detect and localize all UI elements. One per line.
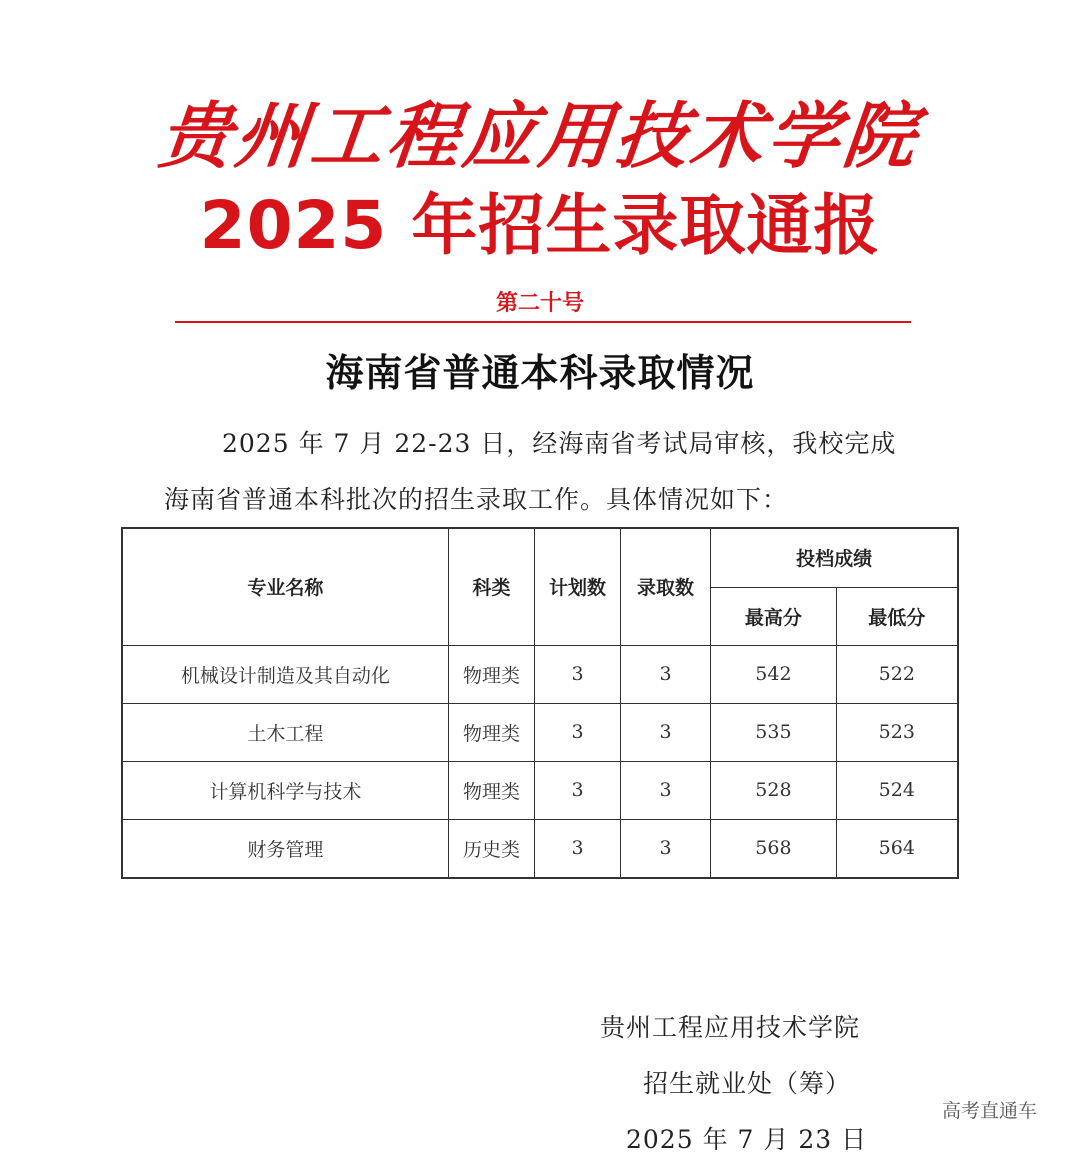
cell-category: 历史类 [448, 819, 535, 878]
cell-major: 财务管理 [122, 819, 448, 878]
source-watermark: 高考直通车 [942, 1100, 1038, 1122]
intro-line-1: 2025 年 7 月 22-23 日，经海南省考试局审核，我校完成 [222, 429, 897, 458]
table-header-row [122, 528, 958, 587]
cell-admitted: 3 [620, 645, 710, 703]
header-admitted: 录取数 [620, 528, 710, 645]
header-score-group: 投档成绩 [711, 528, 958, 587]
cell-category: 物理类 [448, 761, 535, 819]
cell-major: 计算机科学与技术 [122, 761, 448, 819]
header-max-score: 最高分 [711, 587, 836, 645]
table-row [122, 703, 958, 761]
cell-major: 土木工程 [122, 703, 448, 761]
table-row [122, 761, 958, 819]
bulletin-title: 2025 年招生录取通报 [199, 187, 881, 264]
header-major: 专业名称 [122, 528, 448, 645]
cell-min-score: 524 [836, 761, 958, 819]
cell-admitted: 3 [620, 761, 710, 819]
cell-plan: 3 [535, 819, 621, 878]
cell-admitted: 3 [620, 703, 710, 761]
cell-min-score: 564 [836, 819, 958, 878]
issue-number: 第二十号 [495, 291, 584, 316]
cell-admitted: 3 [620, 819, 710, 878]
header-category: 科类 [448, 528, 535, 645]
header-min-score: 最低分 [836, 587, 958, 645]
cell-plan: 3 [535, 761, 621, 819]
cell-category: 物理类 [448, 703, 535, 761]
cell-max-score: 535 [711, 703, 836, 761]
admissions-table [121, 527, 959, 879]
cell-max-score: 528 [711, 761, 836, 819]
cell-min-score: 522 [836, 645, 958, 703]
cell-major: 机械设计制造及其自动化 [122, 645, 448, 703]
signature-date: 2025 年 7 月 23 日 [626, 1125, 868, 1154]
cell-category: 物理类 [448, 645, 535, 703]
cell-min-score: 523 [836, 703, 958, 761]
school-name-calligraphy: 贵州工程应用技术学院 [154, 93, 924, 178]
cell-plan: 3 [535, 703, 621, 761]
intro-line-2: 海南省普通本科批次的招生录取工作。具体情况如下： [164, 485, 789, 514]
red-divider [175, 321, 911, 323]
cell-max-score: 568 [711, 819, 836, 878]
signature-school: 贵州工程应用技术学院 [600, 1013, 861, 1042]
cell-plan: 3 [535, 645, 621, 703]
signature-office: 招生就业处（筹） [643, 1069, 852, 1098]
header-plan: 计划数 [535, 528, 621, 645]
cell-max-score: 542 [711, 645, 836, 703]
table-row [122, 645, 958, 703]
document-heading: 海南省普通本科录取情况 [325, 351, 755, 395]
table-row [122, 819, 958, 878]
